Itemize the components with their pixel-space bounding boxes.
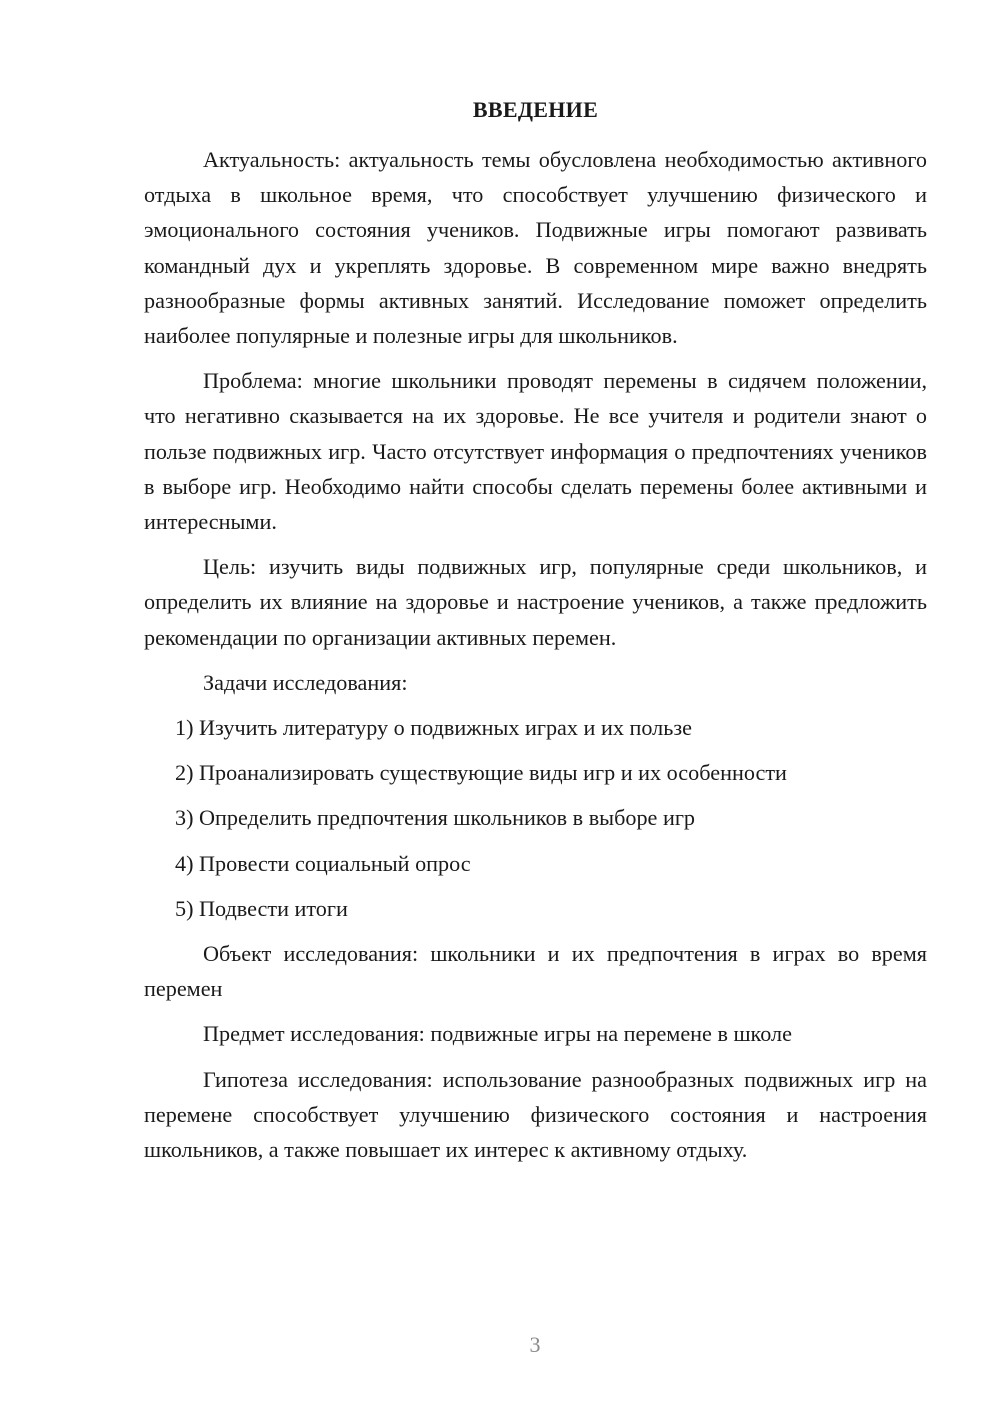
tasks-heading: Задачи исследования: bbox=[203, 669, 408, 695]
task-item: 2) Проанализировать существующие виды игр и их особенности bbox=[175, 760, 787, 786]
hypothesis-paragraph: Гипотеза исследования: использование разнообразных подвижных игр на перемене способствует улучшению физического состояния и настроения школьников, а также повышает их интерес к активному отдыху. bbox=[144, 1066, 927, 1163]
object-paragraph: Объект исследования: школьники и их предпочтения в играх во время перемен bbox=[144, 941, 927, 1002]
task-list bbox=[144, 710, 927, 926]
page-title: ВВЕДЕНИЕ bbox=[472, 97, 599, 122]
goal-paragraph: Цель: изучить виды подвижных игр, популярные среди школьников, и определить их влияние на здоровье и настроение учеников, а также предложить рекомендации по организации активных перемен. bbox=[144, 554, 927, 650]
task-item: 3) Определить предпочтения школьников в выборе игр bbox=[175, 805, 696, 831]
document-body bbox=[144, 92, 927, 1177]
subject-paragraph: Предмет исследования: подвижные игры на перемене в школе bbox=[203, 1021, 792, 1047]
task-item: 5) Подвести итоги bbox=[175, 895, 348, 921]
task-item: 1) Изучить литературу о подвижных играх и их пользе bbox=[175, 715, 692, 741]
page-number: 3 bbox=[529, 1332, 541, 1357]
problem-paragraph: Проблема: многие школьники проводят перемены в сидячем положении, что негативно сказывается на их здоровье. Не все учителя и родители знают о пользе подвижных игр. Часто отсутствует информация о предпочтениях учеников в выборе игр. Необходимо найти способы сделать перемены более активными и интересными. bbox=[144, 368, 927, 535]
relevance-paragraph: Актуальность: актуальность темы обусловлена необходимостью активного отдыха в школьное время, что способствует улучшению физического и эмоционального состояния учеников. Подвижные игры помогают развивать командный дух и укреплять здоровье. В современном мире важно внедрять разнообразные формы активных занятий. Исследование поможет определить наиболее популярные и полезные игры для школьников. bbox=[144, 147, 927, 349]
task-item: 4) Провести социальный опрос bbox=[175, 850, 471, 876]
